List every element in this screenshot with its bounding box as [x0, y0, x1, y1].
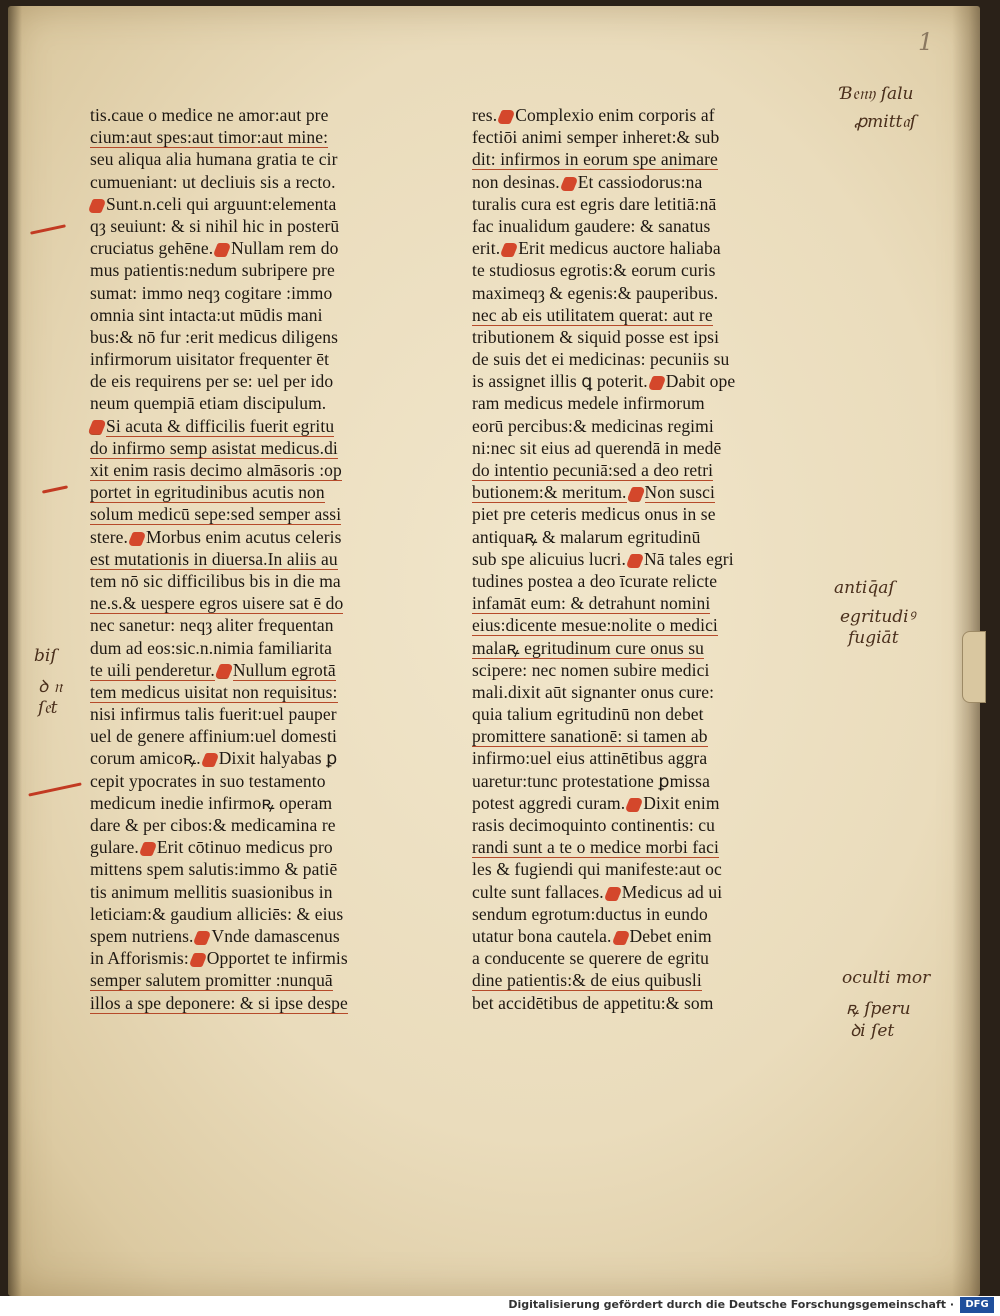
page-tab-marker	[962, 631, 986, 703]
text-line	[90, 259, 450, 281]
text-line	[472, 304, 832, 326]
footer-bar	[0, 1296, 1000, 1316]
line-text: culte sunt fallaces.	[472, 881, 604, 902]
line-text-continued: Dixit halyabas ꝑ	[218, 748, 338, 769]
line-text: nec sanetur: neqȝ aliter frequentan	[90, 615, 334, 636]
line-text: est mutationis in diuersa.In aliis au	[90, 548, 338, 569]
text-line	[472, 415, 832, 437]
margin-annotation-7: ꝶ ſperu	[846, 999, 911, 1019]
text-line	[472, 747, 832, 769]
text-line	[90, 348, 450, 370]
line-text: eorū percibus:& medicinas regimi	[472, 415, 714, 436]
line-text: turalis cura est egris dare letitiā:nā	[472, 193, 717, 214]
text-line	[472, 925, 832, 947]
line-text-continued: Complexio enim corporis af	[515, 105, 715, 125]
rubric-mark-icon	[188, 953, 208, 967]
line-text: dit: infirmos in eorum spe animare	[472, 149, 718, 170]
line-text: nisi infirmus talis fuerit:uel pauper	[90, 704, 337, 725]
margin-annotation-4: egritudiꝰ	[840, 607, 916, 627]
line-text: ni:nec sit eius ad querendā in medē	[472, 437, 722, 458]
line-text: promittere sanationē: si tamen ab	[472, 726, 708, 747]
text-line	[90, 548, 450, 570]
text-line	[90, 992, 450, 1014]
text-line	[472, 370, 832, 392]
text-line	[90, 703, 450, 725]
line-text: qȝ seuiunt: & si nihil hic in posterū	[90, 215, 340, 236]
line-text: leticiam:& gaudium alliciēs: & eius	[90, 903, 344, 924]
line-text-continued: Vnde damascenus	[211, 925, 340, 946]
text-line	[90, 171, 450, 193]
line-text: ne.s.& uespere egros uisere sat ē do	[90, 593, 344, 614]
line-text: tis animum mellitis suasionibus in	[90, 881, 333, 902]
line-text: mus patientis:nedum subripere pre	[90, 260, 335, 281]
text-column-left	[90, 104, 450, 1014]
rubric-mark-icon	[559, 177, 579, 191]
margin-annotation-3: antiq̄aſ	[834, 578, 895, 598]
rubric-mark-icon	[87, 420, 107, 435]
rubric-mark-icon	[212, 243, 232, 257]
text-line	[90, 415, 450, 437]
folio-number: 1	[918, 28, 934, 56]
line-text: eius:dicente mesue:nolite o medici	[472, 615, 718, 636]
text-line	[90, 282, 450, 304]
line-text-continued: Non susci	[644, 482, 715, 503]
text-line	[90, 903, 450, 925]
margin-annotation-2: ꝓmitt𝔞ſ	[854, 112, 917, 132]
line-text: quia talium egritudinū non debet	[472, 704, 704, 725]
line-text-continued: Opportet te infirmis	[206, 948, 348, 969]
text-line	[472, 681, 832, 703]
text-line	[90, 370, 450, 392]
margin-annotation-1: Ɓ𝔢𝔫𝔶 ſalu	[840, 84, 914, 104]
line-text: uaretur:tunc protestatione ꝑmissa	[472, 770, 710, 791]
line-text: maximeqȝ & egenis:& pauperibus.	[472, 282, 719, 303]
text-line	[90, 814, 450, 836]
line-text: rasis decimoquinto continentis: cu	[472, 815, 716, 835]
text-line	[90, 237, 450, 259]
text-line	[90, 193, 450, 215]
margin-annotation-6: oculti mor	[842, 968, 931, 988]
text-line	[472, 171, 832, 193]
text-column-right	[472, 104, 832, 1014]
rubric-mark-icon	[200, 753, 220, 767]
rubric-mark-icon	[127, 532, 147, 546]
text-line	[472, 969, 832, 991]
text-line	[90, 947, 450, 969]
binding-shadow	[8, 6, 22, 1296]
text-line	[90, 681, 450, 703]
line-text-continued: Dabit ope	[665, 371, 736, 392]
line-text: scipere: nec nomen subire medici	[472, 659, 710, 680]
text-line	[472, 148, 832, 170]
line-text: tem nō sic difficilibus bis in die ma	[90, 570, 341, 591]
rubric-mark-icon	[496, 110, 516, 124]
line-text: sendum egrotum:ductus in eundo	[472, 903, 708, 924]
line-text: bet accidētibus de appetitu:& som	[472, 992, 714, 1013]
line-text: cium:aut spes:aut timor:aut mine:	[90, 127, 329, 148]
text-line	[90, 792, 450, 814]
line-text: spem nutriens.	[90, 925, 194, 946]
margin-red-mark	[30, 224, 66, 234]
text-line	[472, 326, 832, 348]
line-text: potest aggredi curam.	[472, 792, 626, 813]
line-text: tributionem & siquid posse est ipsi	[472, 326, 720, 347]
line-text-continued: Nā tales egri	[643, 548, 734, 569]
line-text-continued: Debet enim	[629, 925, 712, 946]
text-line	[90, 481, 450, 503]
text-line	[90, 392, 450, 414]
text-line	[90, 881, 450, 903]
text-line	[472, 193, 832, 215]
margin-annotation-9: biſ	[34, 646, 57, 666]
line-text: a conducente se querere de egritu	[472, 948, 709, 969]
text-line	[472, 903, 832, 925]
text-line	[472, 614, 832, 636]
rubric-mark-icon	[138, 842, 158, 856]
text-line	[90, 858, 450, 880]
manuscript-page	[8, 6, 980, 1296]
line-text: tudines postea a deo īcurate relicte	[472, 570, 718, 591]
text-line	[90, 836, 450, 858]
line-text: seu aliqua alia humana gratia te cir	[90, 149, 338, 170]
text-line	[472, 703, 832, 725]
text-line	[90, 725, 450, 747]
text-line	[472, 259, 832, 281]
line-text: illos a spe deponere: & si ipse despe	[90, 992, 348, 1013]
text-line	[472, 858, 832, 880]
text-line	[472, 570, 832, 592]
text-line	[472, 459, 832, 481]
margin-annotation-5: fugiāt	[848, 628, 899, 648]
line-text: uel de genere affinium:uel domesti	[90, 726, 338, 747]
text-line	[90, 747, 450, 769]
line-text-continued: Et cassiodorus:na	[577, 171, 703, 192]
line-text-continued: Dixit enim	[643, 792, 720, 813]
line-text: tis.caue o medice ne amor:aut pre	[90, 105, 329, 125]
text-line	[90, 614, 450, 636]
line-text: piet pre ceteris medicus onus in se	[472, 504, 716, 525]
line-text: cruciatus gehēne.	[90, 238, 214, 259]
text-line	[472, 770, 832, 792]
line-text: portet in egritudinibus acutis non	[90, 482, 325, 503]
text-line	[472, 637, 832, 659]
line-text: cumueniant: ut decliuis sis a recto.	[90, 171, 336, 192]
line-text: omnia sint intacta:ut mūdis mani	[90, 304, 323, 325]
text-line	[472, 104, 832, 126]
text-line	[472, 215, 832, 237]
text-line	[472, 792, 832, 814]
text-line	[90, 326, 450, 348]
text-line	[472, 725, 832, 747]
line-text: infamāt eum: & detrahunt nomini	[472, 593, 711, 614]
line-text: utatur bona cautela.	[472, 925, 612, 946]
line-text: antiquaꝶ & malarum egritudinū	[472, 526, 701, 547]
text-line	[90, 526, 450, 548]
text-line	[472, 282, 832, 304]
line-text: infirmo:uel eius attinētibus aggra	[472, 748, 708, 769]
text-line	[472, 392, 832, 414]
line-text: bus:& nō fur :erit medicus diligens	[90, 326, 338, 347]
text-line	[90, 503, 450, 525]
line-text: tem medicus uisitat non requisitus:	[90, 681, 338, 702]
text-line	[90, 459, 450, 481]
line-text: mittens spem salutis:immo & patiē	[90, 859, 338, 880]
rubric-mark-icon	[624, 798, 644, 812]
line-text-continued: Nullam rem do	[231, 238, 339, 259]
rubric-mark-icon	[87, 199, 107, 213]
text-line	[472, 992, 832, 1014]
text-line	[472, 881, 832, 903]
text-line	[472, 237, 832, 259]
text-line	[472, 659, 832, 681]
line-text: malaꝶ egritudinum cure onus su	[472, 637, 704, 658]
line-text: Sunt.n.celi qui arguunt:elementa	[106, 193, 337, 214]
line-text: is assignet illis ꝗ poterit.	[472, 371, 648, 392]
line-text: res.	[472, 105, 498, 125]
line-text: infirmorum uisitator frequenter ēt	[90, 349, 330, 370]
line-text-continued: Nullum egrotā	[232, 659, 336, 680]
text-line	[472, 814, 832, 836]
footer-credit: Digitalisierung gefördert durch die Deutsche Forschungsgemeinschaft ·	[508, 1298, 954, 1311]
line-text: te studiosus egrotis:& eorum curis	[472, 260, 716, 281]
text-line	[90, 148, 450, 170]
line-text-continued: Medicus ad ui	[621, 881, 723, 902]
line-text: medicum inedie infirmoꝶ operam	[90, 792, 333, 813]
line-text: solum medicū sepe:sed semper assi	[90, 504, 342, 525]
text-line	[90, 215, 450, 237]
line-text: stere.	[90, 526, 129, 547]
line-text-continued: Erit cōtinuo medicus pro	[156, 837, 333, 858]
rubric-mark-icon	[611, 931, 631, 945]
margin-annotation-10: ꝺ 𝔫	[38, 677, 63, 697]
line-text: de suis det ei medicinas: pecuniis su	[472, 349, 730, 370]
rubric-mark-icon	[603, 887, 623, 901]
rubric-mark-icon	[214, 664, 234, 679]
line-text: fectiōi animi semper inheret:& sub	[472, 127, 720, 148]
line-text: in Afforismis:	[90, 948, 189, 969]
margin-red-mark	[28, 782, 81, 796]
rubric-mark-icon	[193, 931, 213, 945]
line-text: sumat: immo neqȝ cogitare :immo	[90, 282, 333, 303]
text-line	[90, 659, 450, 681]
line-text: fac inualidum gaudere: & sanatus	[472, 215, 711, 236]
line-text: do infirmo semp asistat medicus.di	[90, 437, 338, 458]
line-text: non desinas.	[472, 171, 560, 192]
line-text: de eis requirens per se: uel per ido	[90, 371, 334, 392]
line-text-continued: Morbus enim acutus celeris	[146, 526, 342, 547]
dfg-logo: DFG	[960, 1297, 994, 1313]
text-line	[90, 437, 450, 459]
line-text: gulare.	[90, 837, 139, 858]
text-line	[90, 637, 450, 659]
line-text: semper salutem promitter :nunquā	[90, 970, 333, 991]
rubric-mark-icon	[626, 487, 646, 502]
text-line	[472, 592, 832, 614]
line-text: dare & per cibos:& medicamina re	[90, 815, 336, 835]
line-text-continued: Erit medicus auctore haliaba	[518, 238, 721, 259]
margin-annotation-11: ſ𝔢t	[38, 698, 58, 718]
line-text: Si acuta & difficilis fuerit egritu	[106, 415, 335, 436]
text-line	[90, 925, 450, 947]
line-text: xit enim rasis decimo almāsoris :op	[90, 460, 342, 480]
text-line	[472, 126, 832, 148]
rubric-mark-icon	[499, 243, 519, 257]
text-line	[472, 947, 832, 969]
line-text: les & fugiendi qui manifeste:aut oc	[472, 859, 722, 880]
text-line	[472, 481, 832, 503]
line-text: randi sunt a te o medice morbi faci	[472, 837, 719, 858]
line-text: butionem:& meritum.	[472, 482, 627, 503]
text-line	[472, 348, 832, 370]
text-line	[90, 304, 450, 326]
line-text: te uili penderetur.	[90, 659, 215, 680]
text-line	[90, 770, 450, 792]
line-text: dum ad eos:sic.n.nimia familiarita	[90, 637, 333, 658]
margin-annotation-8: ꝺi ſet	[850, 1021, 895, 1041]
line-text: sub spe alicuius lucri.	[472, 548, 626, 569]
text-line	[472, 503, 832, 525]
margin-red-mark	[42, 485, 68, 493]
line-text: ram medicus medele infirmorum	[472, 393, 705, 414]
line-text: erit.	[472, 238, 501, 259]
line-text: mali.dixit aūt signanter onus cure:	[472, 681, 715, 702]
text-line	[472, 526, 832, 548]
line-text: nec ab eis utilitatem querat: aut re	[472, 304, 713, 325]
text-line	[472, 437, 832, 459]
text-line	[90, 104, 450, 126]
line-text: cepit ypocrates in suo testamento	[90, 770, 326, 791]
line-text: do intentio pecuniā:sed a deo retri	[472, 460, 714, 480]
text-line	[90, 570, 450, 592]
text-line	[90, 969, 450, 991]
text-line	[472, 548, 832, 570]
rubric-mark-icon	[625, 554, 645, 568]
line-text: corum amicoꝶ.	[90, 748, 201, 769]
line-text: neum quempiā etiam discipulum.	[90, 393, 327, 414]
text-line	[472, 836, 832, 858]
rubric-mark-icon	[647, 376, 667, 390]
line-text: dine patientis:& de eius quibusli	[472, 970, 702, 991]
text-line	[90, 126, 450, 148]
text-line	[90, 592, 450, 614]
